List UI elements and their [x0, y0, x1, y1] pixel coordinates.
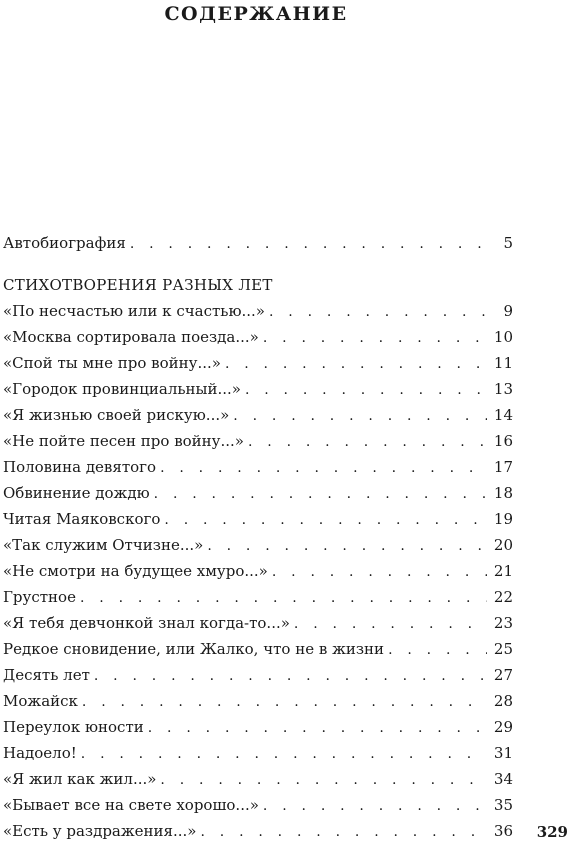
toc-entry-list [3, 298, 513, 844]
dot-leader [388, 637, 487, 663]
toc-entry-title: «Городок провинциальный...» [3, 380, 241, 398]
dot-leader [207, 533, 487, 559]
toc-entry-title: «Я жизнью своей рискую...» [3, 406, 230, 424]
toc-entry [3, 480, 513, 506]
toc-entry-page: 5 [503, 234, 513, 252]
toc-entry-title: Десять лет [3, 666, 90, 684]
toc-entry [3, 532, 513, 558]
toc-entry-title: «Бывает все на свете хорошо...» [3, 796, 259, 814]
toc-entry [3, 740, 513, 766]
dot-leader [200, 819, 487, 845]
toc-entry-page: 22 [493, 588, 513, 606]
toc-entry [3, 792, 513, 818]
toc-entry [3, 766, 513, 792]
toc-entry-title: Автобиография [3, 234, 126, 252]
dot-leader [245, 377, 487, 403]
dot-leader [82, 689, 487, 715]
dot-leader [263, 793, 487, 819]
dot-leader [154, 481, 487, 507]
dot-leader [263, 325, 487, 351]
dot-leader [225, 351, 487, 377]
page-title: СОДЕРЖАНИЕ [164, 3, 348, 25]
toc-entry-page: 17 [493, 458, 513, 476]
toc-entry [3, 324, 513, 350]
toc-entry-page: 21 [493, 562, 513, 580]
dot-leader [160, 455, 487, 481]
toc-entry-title: Переулок юности [3, 718, 144, 736]
toc-entry [3, 350, 513, 376]
toc-entry-page: 35 [493, 796, 513, 814]
dot-leader [248, 429, 487, 455]
toc-entry-page: 29 [493, 718, 513, 736]
toc-entry-title: «Так служим Отчизне...» [3, 536, 204, 554]
toc-entry [3, 506, 513, 532]
dot-leader [160, 767, 487, 793]
dot-leader [148, 715, 487, 741]
toc-entry-page: 34 [493, 770, 513, 788]
toc-entry [3, 230, 513, 256]
page-number: 329 [536, 823, 568, 841]
toc-entry [3, 714, 513, 740]
toc-entry-title: Надоело! [3, 744, 77, 762]
dot-leader [269, 299, 487, 325]
toc-entry-page: 36 [493, 822, 513, 840]
dot-leader [164, 507, 487, 533]
toc-entry-page: 27 [493, 666, 513, 684]
toc-entry-page: 11 [493, 354, 513, 372]
toc-entry [3, 402, 513, 428]
toc-entry-page: 28 [493, 692, 513, 710]
toc-entry-title: «Спой ты мне про войну...» [3, 354, 221, 372]
toc-entry-page: 23 [493, 614, 513, 632]
toc-entry [3, 428, 513, 454]
toc-entry-title: Грустное [3, 588, 76, 606]
toc-entry-page: 10 [493, 328, 513, 346]
toc-entry-page: 16 [493, 432, 513, 450]
section-heading: СТИХОТВОРЕНИЯ РАЗНЫХ ЛЕТ [3, 276, 273, 294]
toc-entry [3, 558, 513, 584]
toc-entry [3, 454, 513, 480]
toc-entry [3, 298, 513, 324]
toc-entry-title: «Я тебя девчонкой знал когда-то...» [3, 614, 290, 632]
toc-entry-title: «Есть у раздражения...» [3, 822, 197, 840]
dot-leader [233, 403, 487, 429]
toc-entry-page: 9 [503, 302, 513, 320]
toc-entry-title: Редкое сновидение, или Жалко, что не в жизни [3, 640, 385, 658]
toc-entry [3, 662, 513, 688]
toc-entry [3, 610, 513, 636]
toc-entry-page: 18 [493, 484, 513, 502]
toc-entry-title: «Я жил как жил...» [3, 770, 157, 788]
toc-entry [3, 818, 513, 844]
dot-leader [130, 231, 487, 257]
toc-entry-title: Читая Маяковского [3, 510, 161, 528]
toc-entry [3, 584, 513, 610]
toc-entry-title: Обвинение дождю [3, 484, 150, 502]
toc-entry-page: 20 [493, 536, 513, 554]
toc-entry [3, 636, 513, 662]
toc-entry-title: «Не смотри на будущее хмуро...» [3, 562, 268, 580]
toc-entry-page: 25 [493, 640, 513, 658]
toc-entry-title: Половина девятого [3, 458, 157, 476]
table-of-contents [3, 230, 513, 844]
dot-leader [294, 611, 487, 637]
dot-leader [94, 663, 487, 689]
dot-leader [80, 585, 487, 611]
toc-entry-title: Можайск [3, 692, 78, 710]
toc-entry-page: 13 [493, 380, 513, 398]
toc-entry-page: 31 [493, 744, 513, 762]
dot-leader [81, 741, 487, 767]
toc-entry-title: «По несчастью или к счастью...» [3, 302, 265, 320]
toc-entry [3, 376, 513, 402]
dot-leader [272, 559, 487, 585]
toc-entry-page: 14 [493, 406, 513, 424]
toc-entry-title: «Москва сортировала поезда...» [3, 328, 259, 346]
toc-entry-page: 19 [493, 510, 513, 528]
toc-entry [3, 688, 513, 714]
toc-entry-title: «Не пойте песен про войну...» [3, 432, 244, 450]
